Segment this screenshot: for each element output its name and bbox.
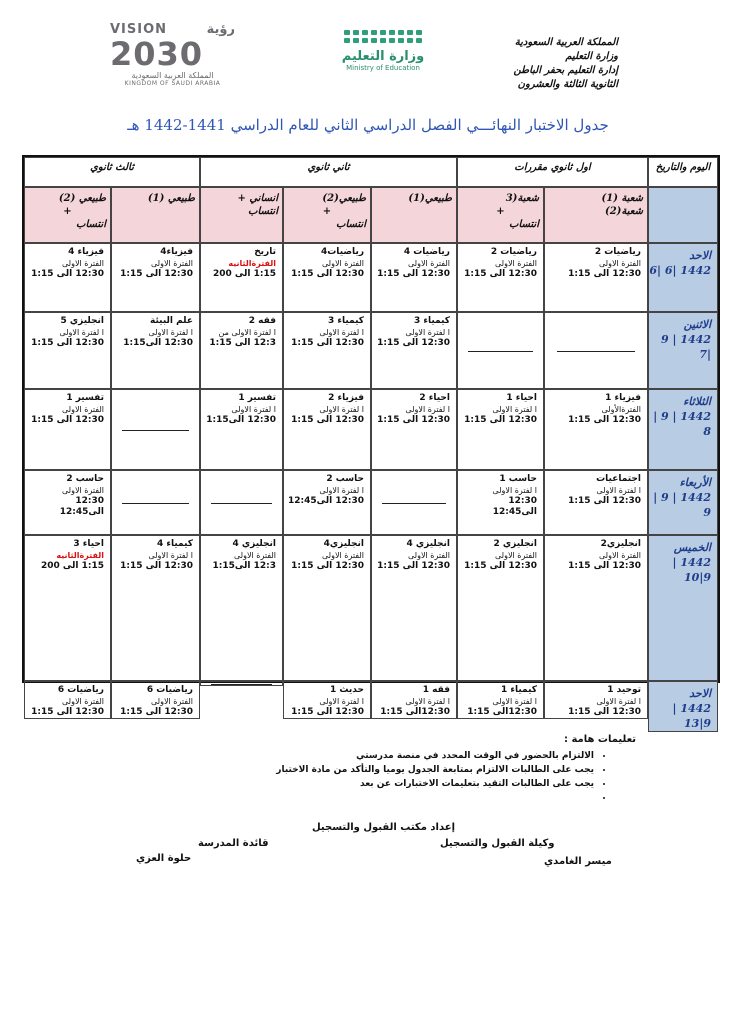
day-name: الخميس xyxy=(673,541,711,554)
day-cell xyxy=(648,243,718,312)
exam-period: ا لفترة الاولى xyxy=(405,328,450,337)
principal-name: حلوة العزي xyxy=(136,853,192,864)
exam-time: 12:30 الى 1:15 xyxy=(377,338,450,348)
exam-period: الفترة الاولى xyxy=(321,551,364,560)
vision-en: VISION xyxy=(110,22,168,37)
exam-cell xyxy=(283,535,371,681)
vision-kingdom-ar: المملكة العربية السعودية xyxy=(131,71,214,80)
exam-subject: كيمياء 3 xyxy=(328,316,364,326)
exam-period: ا لفترة الاولى xyxy=(148,551,193,560)
exam-subject: حاسب 2 xyxy=(326,474,364,484)
exam-cell xyxy=(200,535,283,681)
exam-cell xyxy=(544,470,648,535)
day-name: الاثنين xyxy=(683,318,711,331)
group-header: ثاني ثانوي xyxy=(200,157,457,187)
exam-time: 12:30 الى 1:15 xyxy=(120,561,193,571)
exam-cell xyxy=(457,389,544,470)
exam-period: الفترةالثانيه xyxy=(228,259,276,268)
exam-subject: علم البيئة xyxy=(150,316,193,326)
exam-time: 12:3 الى 1:15 xyxy=(209,338,276,348)
column-header-line: انساني + xyxy=(237,193,278,204)
column-header-line: + xyxy=(322,206,332,217)
day-date: 1442 | 9 | 9 xyxy=(653,491,711,519)
day-cell xyxy=(648,389,718,470)
exam-time: 12:30 الى12:45 xyxy=(287,496,364,506)
column-header-line: + xyxy=(496,206,505,217)
exam-period: الفترةالأولى xyxy=(601,405,641,414)
exam-time: 12:30 الى 1:15 xyxy=(291,269,364,279)
exam-cell xyxy=(371,681,457,719)
exam-subject: رياضيات 6 xyxy=(146,685,193,695)
exam-subject: اجتماعيات xyxy=(596,474,641,484)
ministry-logo-icon xyxy=(341,30,425,43)
exam-period: الفترة الاولى xyxy=(233,551,276,560)
exam-period: ا لفترة الاولى xyxy=(231,405,276,414)
exam-time: 1:15 الى 200 xyxy=(212,269,276,279)
exam-subject: كيمياء 1 xyxy=(501,685,537,695)
exam-cell xyxy=(111,389,200,470)
exam-time: 12:30الى 1:15 xyxy=(467,707,537,717)
exam-subject: رياضيات 2 xyxy=(594,247,641,257)
exam-period: الفترة الاولى xyxy=(494,259,537,268)
exam-time: 12:30 الى1:15 xyxy=(206,415,276,425)
exam-cell xyxy=(544,535,648,681)
exam-time: 12:30 الى 1:15 xyxy=(568,496,641,506)
exam-cell xyxy=(24,389,111,470)
exam-subject: حاسب 1 xyxy=(499,474,537,484)
exam-subject: فيزياء4 xyxy=(160,247,193,257)
exam-period: الفترة الاولى xyxy=(494,551,537,560)
instruction-item: • يجب على الطالبات التقيد بتعليمات الاختبارات عن بعد xyxy=(276,777,594,791)
exam-cell xyxy=(544,243,648,312)
exam-period: ا لفترة الاولى من xyxy=(218,328,276,337)
exam-time: 12:30الى 1:15 xyxy=(380,707,450,717)
exam-cell xyxy=(111,243,200,312)
column-header-line: شعبة (1) xyxy=(601,193,643,204)
day-date: 1442 |6 |6 xyxy=(649,264,711,277)
exam-cell xyxy=(457,535,544,681)
ministry-logo xyxy=(318,30,448,100)
exam-cell xyxy=(200,681,283,686)
exam-cell xyxy=(457,470,544,535)
empty-dash xyxy=(211,503,273,504)
exam-period: الفترة الاولى xyxy=(150,259,193,268)
exam-time: 12:30 الى 1:15 xyxy=(464,561,537,571)
exam-period: ا لفترة الاولى xyxy=(319,328,364,337)
column-header-line: + xyxy=(63,206,72,217)
exam-schedule-table xyxy=(22,155,720,730)
exam-cell xyxy=(24,681,111,719)
exam-period: الفترة الاولى xyxy=(61,259,104,268)
column-header xyxy=(200,187,283,243)
exam-time: 12:30 الى1:15 xyxy=(123,338,193,348)
instructions-heading: تعليمات هامة : xyxy=(564,734,636,745)
exam-cell xyxy=(544,312,648,389)
exam-cell xyxy=(457,681,544,719)
exam-time: 12:30 الى 1:15 xyxy=(291,338,364,348)
exam-time: 1:15 الى 200 xyxy=(40,561,104,571)
agent-title: وكيلة القبول والتسجيل xyxy=(440,838,555,849)
exam-subject: حاسب 2 xyxy=(66,474,104,484)
exam-cell xyxy=(371,470,457,535)
day-date: 1442 | 9 |7 xyxy=(661,333,711,361)
exam-period: الفترة الاولى xyxy=(61,486,104,495)
exam-period: ا لفترة الاولى xyxy=(319,405,364,414)
exam-time: 12:30 الى12:45 xyxy=(59,496,104,517)
exam-subject: انجليزي 5 xyxy=(60,316,104,326)
exam-period: الفترة الاولى xyxy=(61,405,104,414)
instructions-list xyxy=(276,749,636,805)
column-header-line: انتساب xyxy=(509,219,539,230)
day-cell xyxy=(648,681,718,732)
day-subheader-blank xyxy=(648,187,718,243)
exam-period: الفترة الاولى xyxy=(598,259,641,268)
exam-subject: رياضيات 2 xyxy=(490,247,537,257)
exam-cell xyxy=(111,312,200,389)
exam-period: ا لفترة الاولى xyxy=(405,405,450,414)
exam-subject: حديث 1 xyxy=(330,685,364,695)
exam-subject: تفسير 1 xyxy=(238,393,276,403)
instruction-item: • يجب على الطالبات الالتزام بمتابعة الجدول يوميا والتأكد من مادة الاختبار xyxy=(276,763,594,777)
column-header-line: انتساب xyxy=(248,206,278,217)
exam-cell xyxy=(544,681,648,719)
exam-cell xyxy=(111,535,200,681)
exam-cell xyxy=(283,243,371,312)
empty-dash xyxy=(122,503,188,504)
instructions xyxy=(276,733,636,805)
exam-cell xyxy=(544,389,648,470)
vision-kingdom-en: KINGDOM OF SAUDI ARABIA xyxy=(124,80,221,87)
ministry-logo-en: Ministry of Education xyxy=(346,64,420,72)
exam-subject: رياضيات 6 xyxy=(57,685,104,695)
exam-subject: انجليزي 2 xyxy=(493,539,537,549)
exam-cell xyxy=(200,389,283,470)
exam-period: الفترة الاولى xyxy=(150,697,193,706)
ministry-logo-ar: وزارة التعليم xyxy=(341,49,425,64)
exam-time: 12:30 الى 1:15 xyxy=(568,415,641,425)
exam-time: 12:30 الى 1:15 xyxy=(464,269,537,279)
exam-time: 12:30 الى 1:15 xyxy=(291,707,364,717)
column-header xyxy=(544,187,648,243)
exam-subject: انجليزي 4 xyxy=(406,539,450,549)
day-name: الاحد xyxy=(689,687,711,700)
exam-subject: فقه 2 xyxy=(248,316,276,326)
exam-cell xyxy=(200,243,283,312)
ministry-line: الثانوية الثالثة والعشرون xyxy=(517,79,618,90)
vision-ar: رؤية xyxy=(206,22,235,37)
exam-subject: كيمياء 3 xyxy=(414,316,450,326)
exam-subject: فيزياء 4 xyxy=(68,247,104,257)
exam-cell xyxy=(24,470,111,535)
prepared-by: إعداد مكتب القبول والتسجيل xyxy=(312,822,455,833)
exam-period: ا لفترة الاولى xyxy=(492,697,537,706)
exam-time: 12:3 الى1:15 xyxy=(212,561,276,571)
exam-subject: فيزياء 1 xyxy=(605,393,641,403)
exam-subject: تفسير 1 xyxy=(66,393,104,403)
column-header-line: انتساب xyxy=(336,219,366,230)
exam-time: 12:30 الى 1:15 xyxy=(568,707,641,717)
exam-time: 12:30 الى 1:15 xyxy=(120,269,193,279)
empty-dash xyxy=(468,351,533,352)
exam-cell xyxy=(283,312,371,389)
exam-cell xyxy=(457,312,544,389)
page-title: جدول الاختبار النهائـــي الفصل الدراسي الثاني للعام الدراسي 1441-1442 هـ xyxy=(127,116,609,134)
exam-period: ا لفترة الاولى xyxy=(596,697,641,706)
empty-dash xyxy=(211,684,273,685)
exam-subject: كيمياء 4 xyxy=(157,539,193,549)
exam-period: ا لفترة الاولى xyxy=(319,486,364,495)
exam-time: 12:30 الى 1:15 xyxy=(464,415,537,425)
column-header-line: انتساب xyxy=(76,219,106,230)
instruction-item xyxy=(276,791,594,805)
ministry-header xyxy=(514,36,618,92)
day-date-header: اليوم والتاريخ xyxy=(648,157,718,187)
column-header xyxy=(24,187,111,243)
ministry-line: المملكة العربية السعودية xyxy=(514,37,618,48)
exam-subject: انجليزي 4 xyxy=(232,539,276,549)
ministry-line: وزارة التعليم xyxy=(565,51,618,62)
column-header xyxy=(111,187,200,243)
day-date: 1442 | 9|10 xyxy=(672,556,711,584)
day-cell xyxy=(648,535,718,681)
column-header-line: طبيعي (1) xyxy=(147,193,195,204)
exam-cell xyxy=(200,312,283,389)
day-name: الثلاثاء xyxy=(683,395,711,408)
column-header-line: شعبة(2) xyxy=(604,206,643,217)
exam-subject: فقه 1 xyxy=(422,685,450,695)
exam-period: الفترةالثانيه xyxy=(56,551,104,560)
exam-period: الفترة الاولى xyxy=(407,259,450,268)
day-cell xyxy=(648,470,718,535)
column-header-line: شعبة(3 xyxy=(505,193,539,204)
exam-cell xyxy=(283,389,371,470)
exam-period: الفترة الاولى xyxy=(321,259,364,268)
exam-cell xyxy=(371,389,457,470)
exam-period: ا لفترة الاولى xyxy=(405,697,450,706)
exam-time: 12:30 الى 1:15 xyxy=(120,707,193,717)
column-header xyxy=(457,187,544,243)
exam-period: ا لفترة الاولى xyxy=(319,697,364,706)
exam-cell xyxy=(457,243,544,312)
exam-period: ا لفترة الاولى xyxy=(59,328,104,337)
exam-subject: احياء 1 xyxy=(506,393,537,403)
exam-cell xyxy=(24,312,111,389)
exam-cell xyxy=(283,470,371,535)
exam-cell xyxy=(283,681,371,719)
day-cell xyxy=(648,312,718,389)
exam-subject: انجليزي4 xyxy=(323,539,364,549)
exam-time: 12:30 الى 1:15 xyxy=(377,415,450,425)
day-date: 1442 | 9|13 xyxy=(672,702,711,730)
exam-cell xyxy=(24,535,111,681)
agent-name: ميسر الغامدي xyxy=(544,856,612,867)
exam-subject: تاريخ xyxy=(254,247,276,257)
exam-period: الفترة الاولى xyxy=(61,697,104,706)
exam-time: 12:30 الى 1:15 xyxy=(31,415,104,425)
exam-subject: احياء 2 xyxy=(419,393,450,403)
exam-time: 12:30 الى 1:15 xyxy=(291,561,364,571)
day-date: 1442 | 9 | 8 xyxy=(653,410,711,438)
exam-cell xyxy=(371,312,457,389)
exam-subject: انجليزي2 xyxy=(600,539,641,549)
exam-period: ا لفترة الاولى xyxy=(492,486,537,495)
column-header-line: طبيعي(2) xyxy=(322,193,366,204)
group-header: ثالث ثانوي xyxy=(24,157,200,187)
exam-cell xyxy=(200,470,283,535)
exam-period: ا لفترة الاولى xyxy=(492,405,537,414)
ministry-line: إدارة التعليم بحفر الباطن xyxy=(513,65,618,76)
exam-time: 12:30 الى 1:15 xyxy=(291,415,364,425)
column-header-line: طبيعي (2) xyxy=(58,193,106,204)
column-header xyxy=(371,187,457,243)
exam-cell xyxy=(24,243,111,312)
day-name: الاحد xyxy=(689,249,711,262)
exam-period: ا لفترة الاولى xyxy=(148,328,193,337)
principal-title: قائدة المدرسة xyxy=(198,838,269,849)
vision-2030-logo xyxy=(110,22,235,97)
exam-cell xyxy=(371,243,457,312)
exam-time: 12:30 الى 1:15 xyxy=(377,269,450,279)
exam-time: 12:30 الى 1:15 xyxy=(31,707,104,717)
exam-time: 12:30 الى 1:15 xyxy=(377,561,450,571)
exam-subject: توحيد 1 xyxy=(607,685,641,695)
day-name: الأربعاء xyxy=(679,476,711,489)
exam-subject: احياء 3 xyxy=(73,539,104,549)
group-header: اول ثانوي مقررات xyxy=(457,157,648,187)
empty-dash xyxy=(122,430,188,431)
exam-cell xyxy=(111,470,200,535)
exam-cell xyxy=(111,681,200,719)
exam-period: الفترة الاولى xyxy=(407,551,450,560)
exam-subject: رياضيات 4 xyxy=(403,247,450,257)
exam-subject: فيزياء 2 xyxy=(328,393,364,403)
exam-subject: رياضيات4 xyxy=(321,247,364,257)
column-header-line: طبيعي(1) xyxy=(408,193,452,204)
exam-time: 12:30 الى12:45 xyxy=(492,496,537,517)
empty-dash xyxy=(382,503,446,504)
exam-cell xyxy=(371,535,457,681)
exam-period: الفترة الاولى xyxy=(598,551,641,560)
exam-period: ا لفترة الاولى xyxy=(596,486,641,495)
exam-time: 12:30 الى 1:15 xyxy=(568,561,641,571)
instruction-item: • الالتزام بالحضور في الوقت المحدد في منصة مدرستي xyxy=(276,749,594,763)
exam-time: 12:30 الى 1:15 xyxy=(568,269,641,279)
exam-time: 12:30 الى 1:15 xyxy=(31,338,104,348)
empty-dash xyxy=(557,351,635,352)
vision-year: 2030 xyxy=(110,35,204,73)
exam-time: 12:30 الى 1:15 xyxy=(31,269,104,279)
column-header xyxy=(283,187,371,243)
